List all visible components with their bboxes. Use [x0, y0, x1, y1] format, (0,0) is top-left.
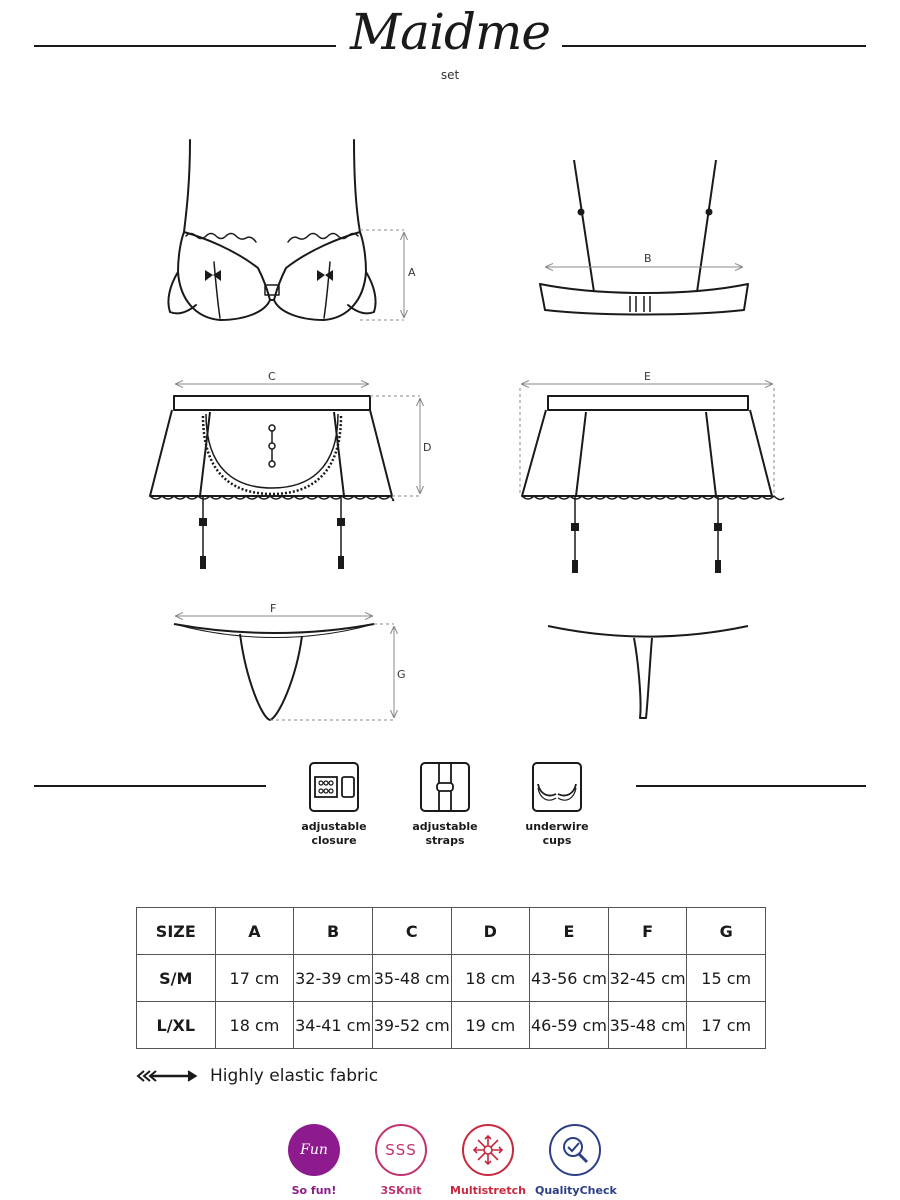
bow-right-icon: [317, 270, 333, 281]
product-subtitle: set: [440, 68, 460, 82]
table-cell: 46-59 cm: [530, 1002, 609, 1049]
garter-clasp-right: [338, 556, 344, 569]
size-table: [136, 907, 766, 1049]
badge-label: 3SKnit: [380, 1184, 422, 1197]
table-cell: 43-56 cm: [530, 955, 609, 1002]
underwire-icon: [532, 762, 582, 812]
garter-clip-right: [337, 518, 345, 526]
table-cell: 35-48 cm: [372, 955, 451, 1002]
table-header-cell: A: [215, 908, 294, 955]
table-row: [137, 1002, 766, 1049]
elastic-arrows-icon: [136, 1069, 200, 1083]
table-cell: 39-52 cm: [372, 1002, 451, 1049]
table-header-cell: D: [451, 908, 530, 955]
dim-label-g: G: [397, 668, 406, 681]
knit-icon: [375, 1124, 427, 1176]
bow-left-icon: [205, 270, 221, 281]
feature-label: adjustable straps: [412, 820, 478, 847]
product-title: Maidme: [349, 3, 550, 61]
feature-adjustable-straps: [395, 762, 495, 848]
garter-clasp-back-left: [572, 560, 578, 573]
strap-slider-right: [706, 209, 713, 216]
feature-label: adjustable closure: [301, 820, 367, 847]
table-cell-size: L/XL: [137, 1002, 216, 1049]
garter-clip-back-right: [714, 523, 722, 531]
table-header-row: [137, 908, 766, 955]
table-header-cell: G: [687, 908, 766, 955]
dim-label-c: C: [268, 370, 276, 383]
table-header-cell: SIZE: [137, 908, 216, 955]
strap-slider-left: [578, 209, 585, 216]
bra-back-drawing: [540, 160, 748, 315]
garter-clip-back-left: [571, 523, 579, 531]
table-cell: 17 cm: [215, 955, 294, 1002]
fun-icon-text: Fun: [300, 1142, 328, 1158]
badge-3sknit: [361, 1124, 441, 1197]
badge-so-fun: [274, 1124, 354, 1197]
thong-back-drawing: [548, 626, 748, 718]
table-cell: 15 cm: [687, 955, 766, 1002]
table-cell: 35-48 cm: [608, 1002, 687, 1049]
table-header-cell: B: [294, 908, 373, 955]
table-header-cell: F: [608, 908, 687, 955]
garter-clasp-back-right: [715, 560, 721, 573]
dimension-e: [520, 384, 774, 496]
dim-label-b: B: [644, 252, 652, 265]
table-cell: 18 cm: [215, 1002, 294, 1049]
multistretch-icon: [462, 1124, 514, 1176]
feature-rule-right: [636, 785, 866, 787]
table-row: [137, 955, 766, 1002]
dim-label-a: A: [408, 266, 416, 279]
badge-label: Multistretch: [450, 1184, 526, 1197]
table-cell: 19 cm: [451, 1002, 530, 1049]
feature-adjustable-closure: [284, 762, 384, 848]
badge-multistretch: [448, 1124, 528, 1197]
dim-label-f: F: [270, 602, 277, 615]
table-cell-size: S/M: [137, 955, 216, 1002]
dimension-d: [370, 396, 420, 496]
table-cell: 17 cm: [687, 1002, 766, 1049]
skirt-front-buttons: [269, 425, 275, 467]
fun-icon: [288, 1124, 340, 1176]
table-header-cell: E: [530, 908, 609, 955]
garter-clasp-left: [200, 556, 206, 569]
skirt-back-drawing: [522, 396, 784, 566]
table-header-cell: C: [372, 908, 451, 955]
fabric-note-text: Highly elastic fabric: [210, 1066, 379, 1086]
skirt-front-drawing: [150, 396, 394, 566]
badge-label: QualityCheck: [535, 1184, 617, 1197]
closure-icon: [309, 762, 359, 812]
knit-icon-text: SSS: [385, 1141, 417, 1159]
table-cell: 32-39 cm: [294, 955, 373, 1002]
dim-label-d: D: [423, 441, 432, 454]
feature-label: underwire cups: [525, 820, 589, 847]
bra-front-drawing: [168, 140, 375, 320]
table-cell: 34-41 cm: [294, 1002, 373, 1049]
garter-clip-left: [199, 518, 207, 526]
quality-check-icon: [549, 1124, 601, 1176]
table-cell: 32-45 cm: [608, 955, 687, 1002]
dimension-g: [270, 624, 394, 720]
fabric-note: [136, 1064, 378, 1088]
table-cell: 18 cm: [451, 955, 530, 1002]
strap-icon: [420, 762, 470, 812]
badge-qualitycheck: [535, 1124, 615, 1197]
feature-rule-left: [34, 785, 266, 787]
badge-label: So fun!: [291, 1184, 337, 1197]
feature-underwire-cups: [507, 762, 607, 848]
dim-label-e: E: [644, 370, 651, 383]
thong-front-drawing: [174, 624, 374, 720]
